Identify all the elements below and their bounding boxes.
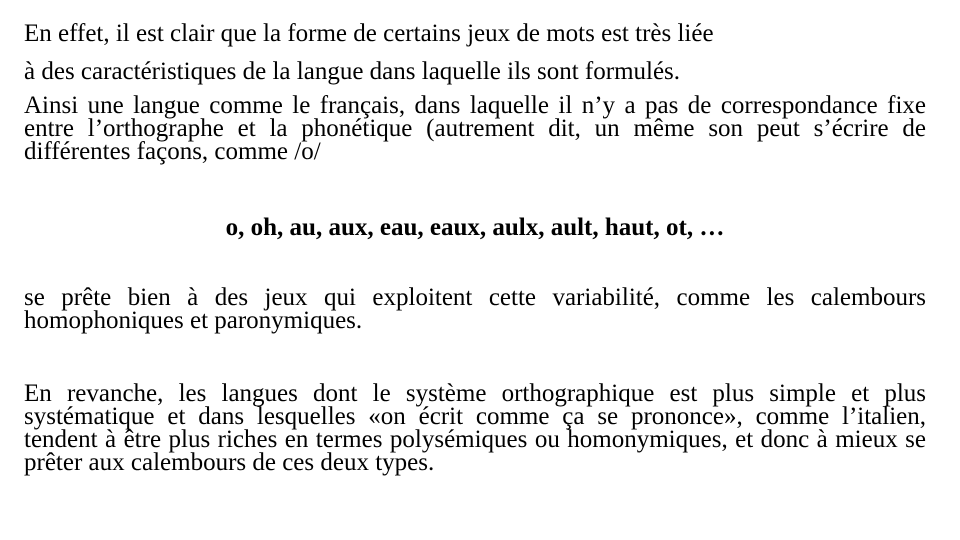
paragraph-2: se prête bien à des jeux qui exploitent cette variabilité, comme les calembours homophoniques et paronymiques. — [24, 284, 926, 334]
paragraph-3: En revanche, les langues dont le système orthographique est plus simple et plus systématique et dans lesquelles «on écrit comme ça se prononce», comme l’italien, tendent à être plus riches en termes polysémiques ou homonymiques, et donc à mieux se prêter aux calembours de ces deux types. — [24, 380, 926, 476]
examples-line: o, oh, au, aux, eau, eaux, aulx, ault, haut, ot, … — [225, 214, 725, 241]
document-slide — [24, 0, 926, 540]
paragraph-1-body: Ainsi une langue comme le français, dans laquelle il n’y a pas de correspondance fixe entre l’orthographe et la phonétique (autrement dit, un même son peut s’écrire de différentes façons, comme /o/ — [24, 92, 926, 165]
paragraph-1-line-1: En effet, il est clair que la forme de certains jeux de mots est très liée — [24, 20, 714, 47]
paragraph-1-line-2: à des caractéristiques de la langue dans laquelle ils sont formulés. — [24, 58, 681, 85]
